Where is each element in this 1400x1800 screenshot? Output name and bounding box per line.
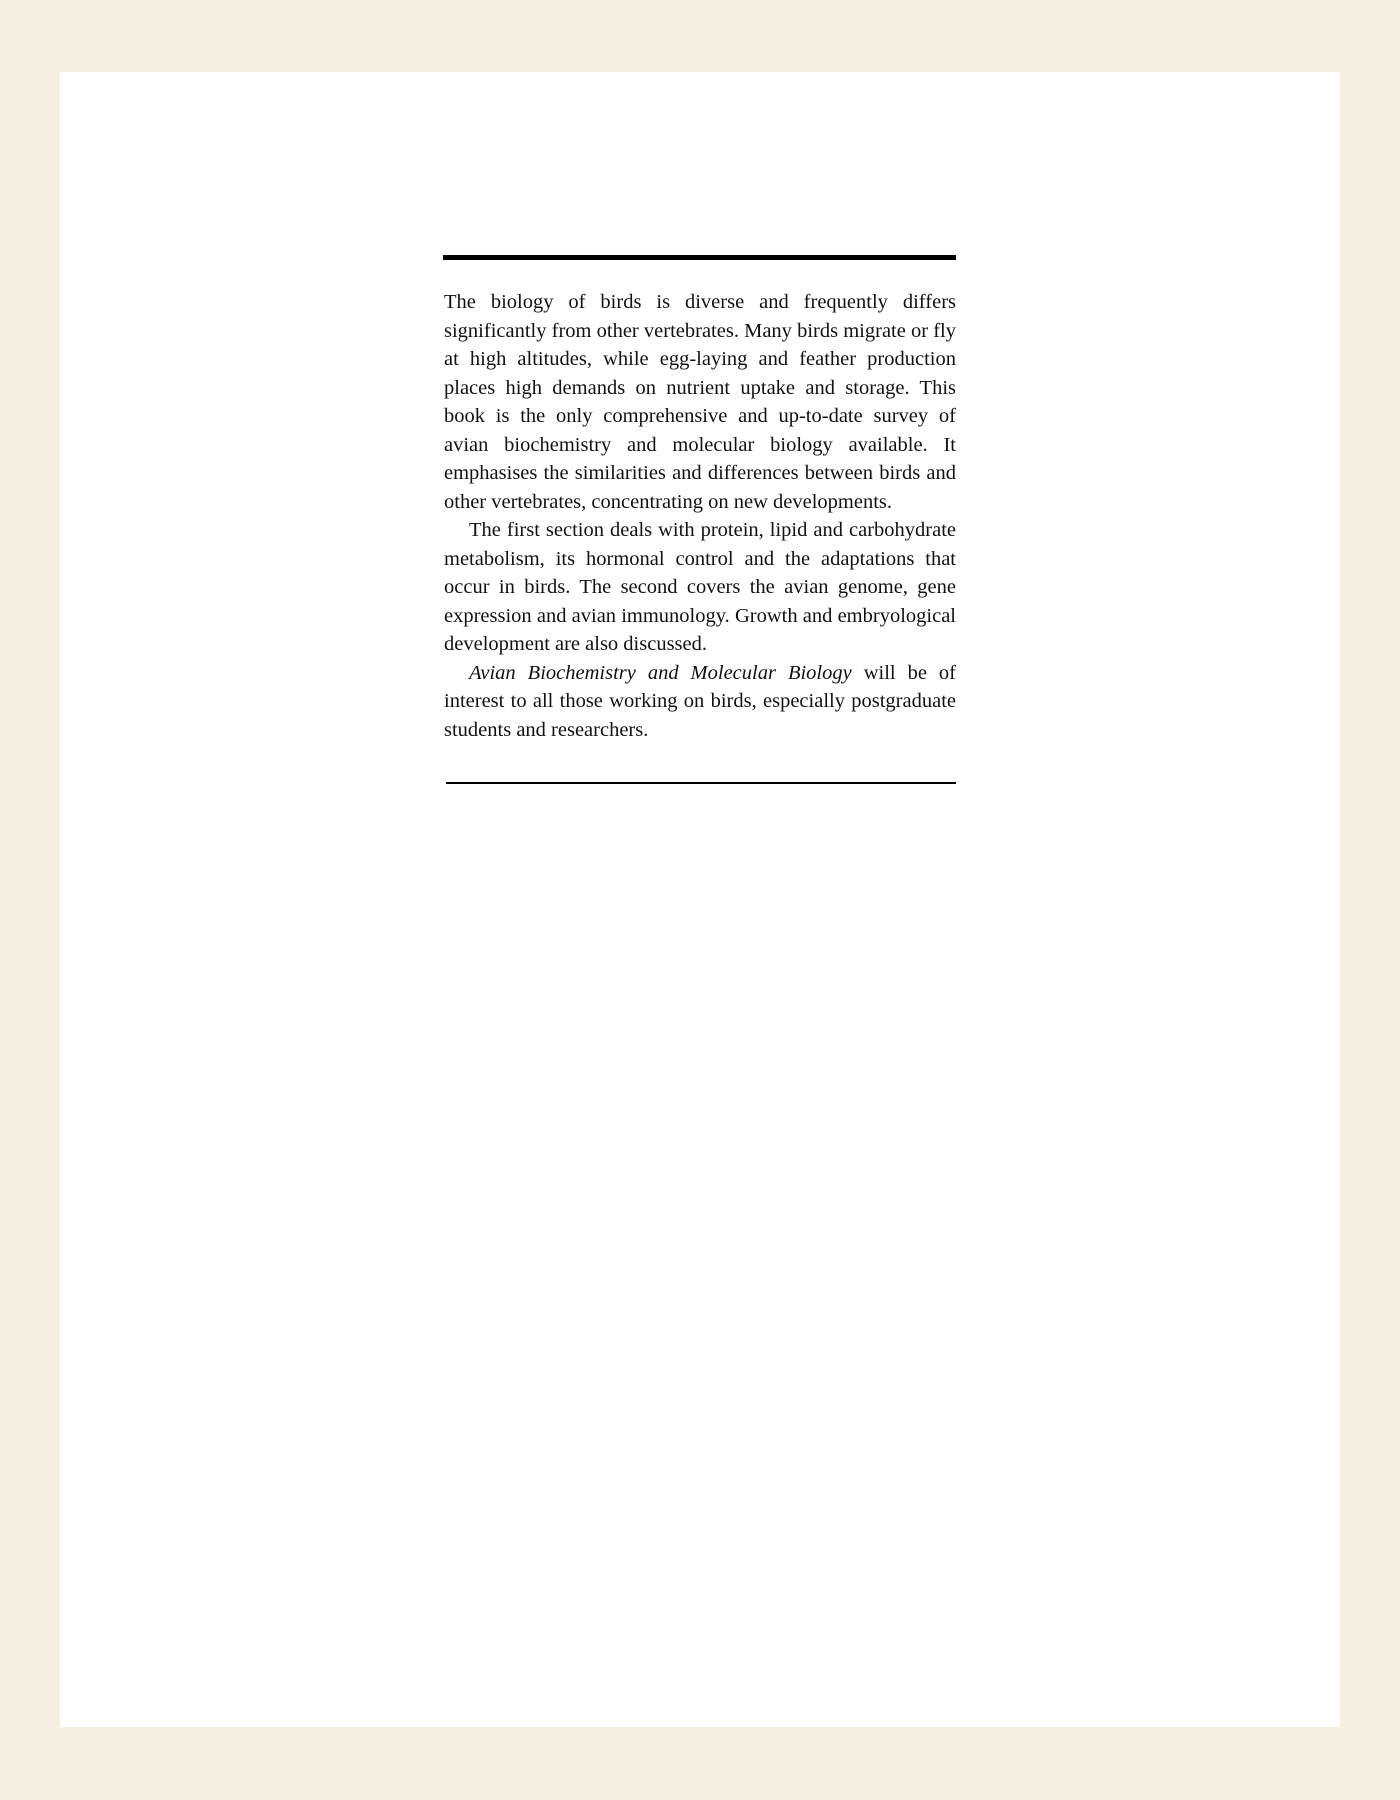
back-cover-blurb <box>444 255 956 784</box>
paragraph-3-rest: will be of interest to all those working on birds, especially postgraduate students and researchers. <box>444 661 956 741</box>
paragraph-1: The biology of birds is diverse and frequently differs significantly from other vertebrates. Many birds migrate or fly at high altitudes, while egg-laying and feather production places high demands on nutrient uptake and storage. This book is the only comprehensive and up-to-date survey of avian biochemistry and molecular biology available. It emphasises the similarities and differences between birds and other vertebrates, concentrating on new developments. <box>444 291 956 513</box>
top-rule <box>443 255 956 260</box>
page <box>60 72 1340 1727</box>
paragraph-3 <box>444 659 956 745</box>
bottom-rule <box>446 782 956 784</box>
paragraph-2: The first section deals with protein, lipid and carbohydrate metabolism, its hormonal control and the adaptations that occur in birds. The second covers the avian genome, gene expression and avian immunology. Growth and embryological development are also discussed. <box>444 519 956 655</box>
book-title: Avian Biochemistry and Molecular Biology <box>469 661 852 684</box>
blurb-text <box>444 288 956 744</box>
